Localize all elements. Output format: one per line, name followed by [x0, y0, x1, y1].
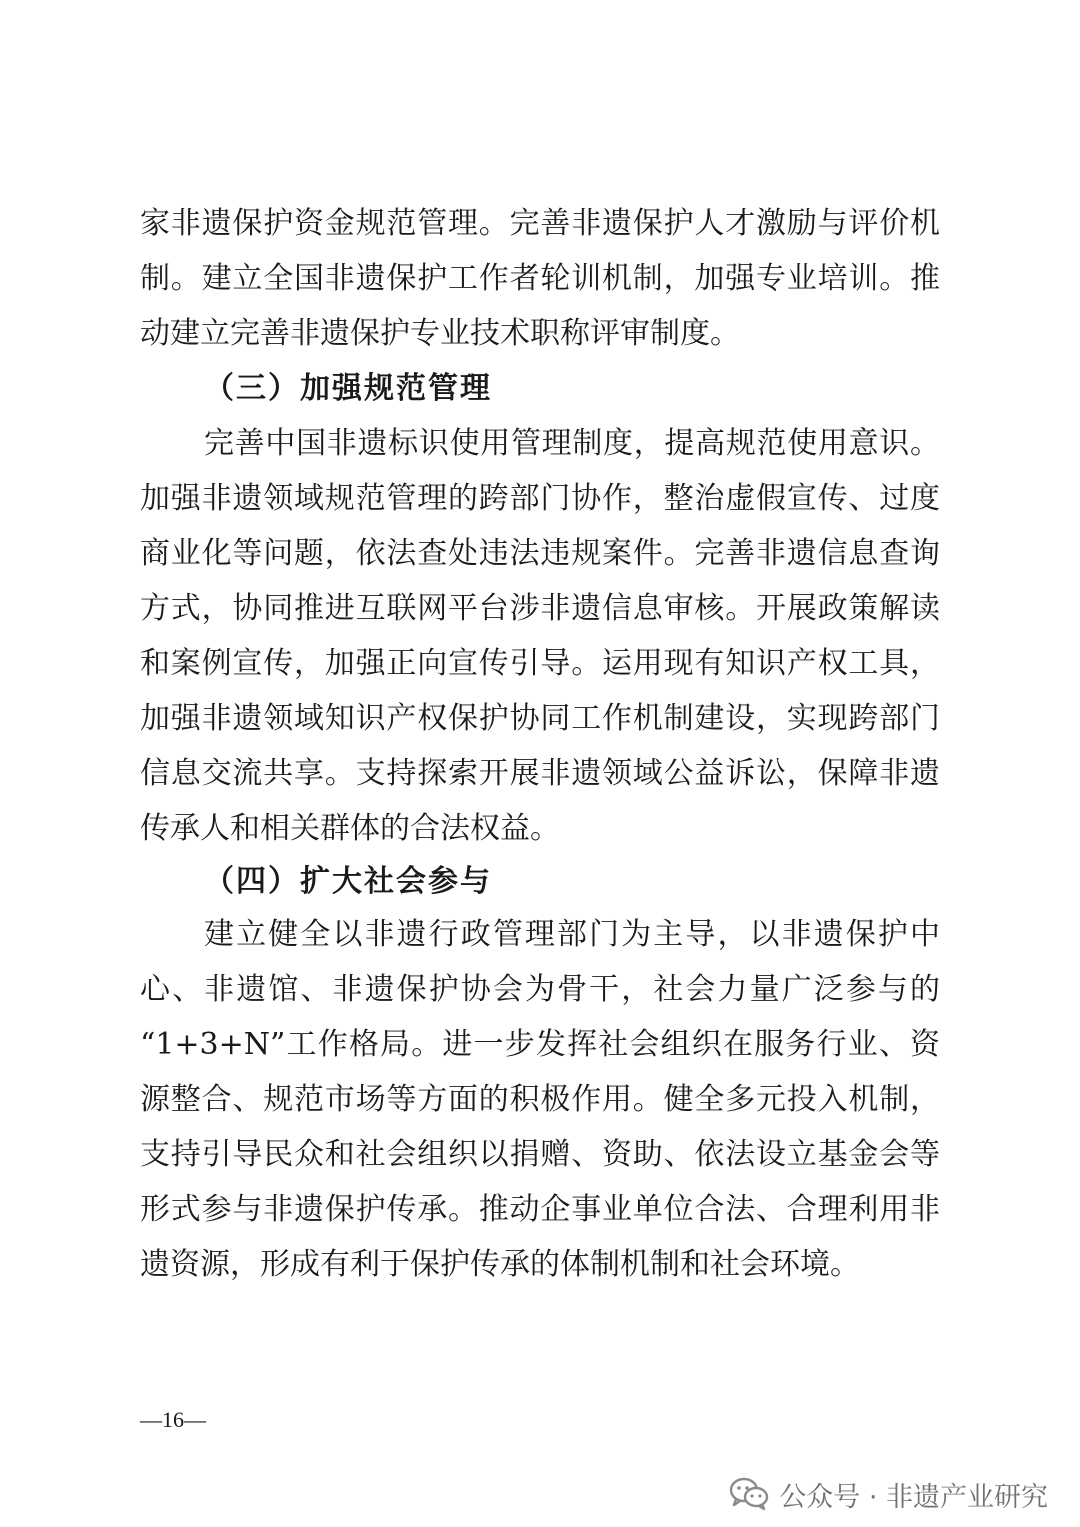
paragraph-line: “1+3+N”工作格局。进一步发挥社会组织在服务行业、资 — [140, 1027, 940, 1062]
paragraph-line: 加强非遗领域知识产权保护协同工作机制建设，实现跨部门 — [140, 701, 940, 736]
wechat-official-account-icon — [729, 1476, 769, 1512]
paragraph-line: 遗资源，形成有利于保护传承的体制机制和社会环境。 — [140, 1247, 860, 1282]
paragraph-line: 形式参与非遗保护传承。推动企事业单位合法、合理利用非 — [140, 1192, 940, 1227]
section-heading: （三）加强规范管理 — [204, 371, 492, 406]
paragraph-line: 信息交流共享。支持探索开展非遗领域公益诉讼，保障非遗 — [140, 756, 940, 791]
paragraph-line: 家非遗保护资金规范管理。完善非遗保护人才激励与评价机 — [140, 206, 940, 241]
paragraph-line: 支持引导民众和社会组织以捐赠、资助、依法设立基金会等 — [140, 1137, 940, 1172]
paragraph-line: 商业化等问题，依法查处违法违规案件。完善非遗信息查询 — [140, 536, 940, 571]
paragraph-line: 加强非遗领域规范管理的跨部门协作，整治虚假宣传、过度 — [140, 481, 940, 516]
paragraph-line: 完善中国非遗标识使用管理制度，提高规范使用意识。 — [204, 426, 940, 461]
paragraph-line: 传承人和相关群体的合法权益。 — [140, 811, 560, 846]
paragraph-line: 建立健全以非遗行政管理部门为主导，以非遗保护中 — [204, 917, 940, 952]
watermark-text: 公众号 · 非遗产业研究 — [779, 1481, 1048, 1513]
paragraph-line: 心、非遗馆、非遗保护协会为骨干，社会力量广泛参与的 — [140, 972, 940, 1007]
paragraph-line: 和案例宣传，加强正向宣传引导。运用现有知识产权工具， — [140, 646, 940, 681]
page-number: —16— — [140, 1407, 206, 1432]
paragraph-line: 动建立完善非遗保护专业技术职称评审制度。 — [140, 316, 740, 351]
watermark — [729, 1474, 1048, 1514]
paragraph-line: 源整合、规范市场等方面的积极作用。健全多元投入机制， — [140, 1082, 940, 1117]
paragraph-line: 制。建立全国非遗保护工作者轮训机制，加强专业培训。推 — [140, 261, 940, 296]
section-heading: （四）扩大社会参与 — [204, 864, 492, 899]
paragraph-line: 方式，协同推进互联网平台涉非遗信息审核。开展政策解读 — [140, 591, 940, 626]
